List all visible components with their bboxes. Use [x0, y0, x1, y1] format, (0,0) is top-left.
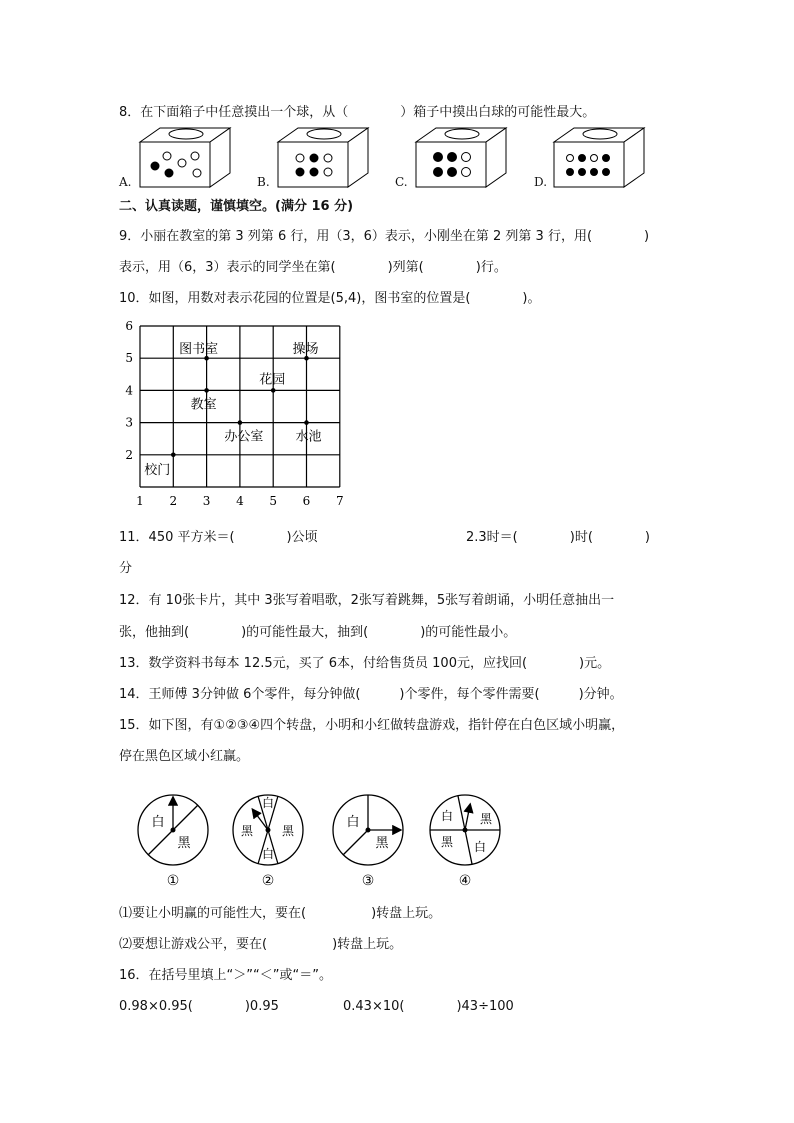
spinner-2 — [233, 795, 303, 865]
y-tick-label: 3 — [125, 415, 133, 430]
q15-sub1: ⑴要让小明赢的可能性大，要在( )转盘上玩。 — [119, 906, 442, 921]
spinner-4-white-top: 白 — [440, 809, 454, 823]
spinner-4-black-bottom: 黑 — [440, 835, 454, 849]
spinner-label-2: ② — [261, 873, 275, 889]
place-point — [171, 453, 176, 458]
spinner-3-white: 白 — [346, 815, 360, 830]
place-label: 水池 — [295, 429, 322, 445]
spinner-1-black: 黑 — [177, 836, 191, 851]
x-tick-label: 6 — [302, 494, 311, 508]
q15-line2: 停在黑色区域小红赢。 — [119, 749, 250, 764]
spinner-label-3: ③ — [361, 873, 375, 889]
q14-text: 14．王师傅 3分钟做 6个零件，每分钟做( )个零件，每个零件需要( )分钟。 — [119, 687, 623, 702]
x-tick-label: 4 — [236, 494, 244, 508]
place-label: 操场 — [292, 342, 319, 358]
q12-line2: 张，他抽到( )的可能性最大，抽到( )的可能性最小。 — [119, 625, 517, 640]
q10-text: 10．如图，用数对表示花园的位置是(5,4)，图书室的位置是( )。 — [119, 291, 541, 306]
place-point — [304, 420, 309, 425]
spinner-4-black-top: 黑 — [479, 812, 493, 826]
q10-coordinate-grid — [120, 320, 360, 515]
box-b — [278, 128, 368, 187]
place-point — [271, 388, 276, 393]
place-point — [204, 388, 209, 393]
place-label: 图书室 — [179, 342, 219, 358]
q15-sub2: ⑵要想让游戏公平，要在( )转盘上玩。 — [119, 937, 403, 952]
spinner-1 — [138, 795, 208, 865]
spinner-1-white: 白 — [151, 815, 165, 830]
place-label: 办公室 — [224, 429, 264, 445]
q11-part1: 11．450 平方米＝( )公顷 — [119, 530, 318, 545]
q16-text: 16．在括号里填上“＞”“＜”或“＝”。 — [119, 968, 332, 983]
q8-boxes — [118, 125, 658, 193]
q16-expr1: 0.98×0.95( )0.95 — [119, 999, 279, 1014]
spinner-2-black-left: 黑 — [240, 824, 254, 838]
place-point — [238, 420, 243, 425]
q9-line2: 表示，用（6，3）表示的同学坐在第( )列第( )行。 — [119, 260, 507, 275]
option-b: B. — [257, 175, 270, 189]
x-tick-label: 5 — [269, 494, 278, 508]
x-tick-label: 1 — [136, 494, 144, 508]
q8-text: 8．在下面箱子中任意摸出一个球，从（ ）箱子中摸出白球的可能性最大。 — [119, 105, 596, 120]
box-c — [416, 128, 506, 187]
option-c: C. — [395, 175, 408, 189]
spinner-3-black: 黑 — [375, 836, 389, 851]
x-tick-label: 7 — [335, 494, 344, 508]
y-tick-label: 2 — [125, 447, 133, 462]
spinner-2-black-right: 黑 — [281, 824, 295, 838]
q15-spinners — [120, 790, 520, 890]
spinner-2-white-top: 白 — [261, 796, 275, 810]
option-a: A. — [119, 175, 132, 189]
spinner-4 — [430, 795, 500, 865]
spinner-2-white-bottom: 白 — [261, 847, 275, 861]
section2-title: 二、认真读题，谨慎填空。(满分 16 分) — [119, 199, 354, 214]
q13-text: 13．数学资料书每本 12.5元，买了 6本，付给售货员 100元，应找回( )元。 — [119, 656, 611, 671]
q11-part2: 2.3时＝( )时( ) — [466, 530, 650, 545]
spinner-3 — [333, 795, 403, 865]
q16-expr2: 0.43×10( )43÷100 — [343, 999, 514, 1014]
y-tick-label: 4 — [125, 383, 133, 398]
x-tick-label: 3 — [202, 494, 211, 508]
q11-part3: 分 — [119, 561, 133, 576]
place-label: 校门 — [144, 462, 171, 478]
option-d: D. — [534, 175, 548, 189]
x-tick-label: 2 — [169, 494, 178, 508]
q15-line1: 15．如下图，有①②③④四个转盘，小明和小红做转盘游戏，指针停在白色区域小明赢， — [119, 718, 625, 733]
place-label: 教室 — [190, 397, 217, 413]
place-label: 花园 — [259, 372, 286, 388]
spinner-label-4: ④ — [458, 873, 472, 889]
y-tick-label: 5 — [125, 351, 133, 366]
q12-line1: 12．有 10张卡片，其中 3张写着唱歌，2张写着跳舞，5张写着朗诵，小明任意抽出一 — [119, 593, 615, 608]
y-tick-label: 6 — [125, 320, 133, 333]
box-a — [140, 128, 230, 187]
spinner-label-1: ① — [166, 873, 180, 889]
spinner-4-white-bottom: 白 — [473, 840, 487, 854]
box-d — [554, 128, 644, 187]
q9-line1: 9．小丽在教室的第 3 列第 6 行，用（3，6）表示，小刚坐在第 2 列第 3 行，用( ) — [119, 229, 650, 244]
